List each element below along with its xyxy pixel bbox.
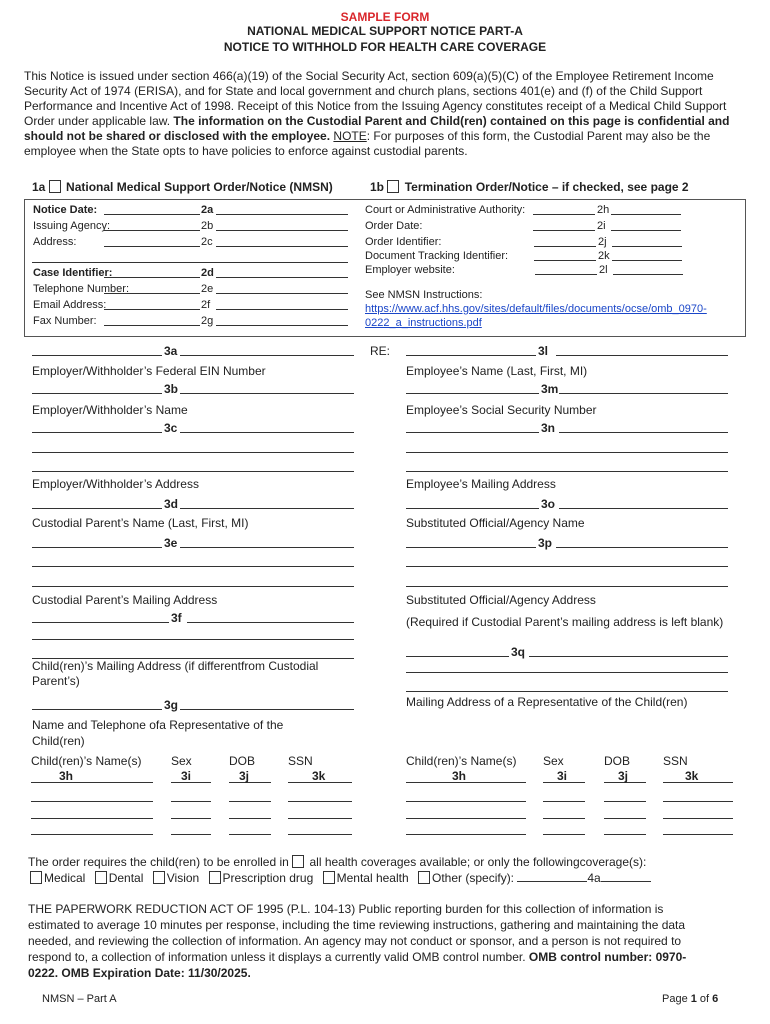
child-field-code: 3h <box>59 769 74 783</box>
field-label: Mailing Address of a Representative of the Child(ren) <box>406 695 688 709</box>
form-title: NATIONAL MEDICAL SUPPORT NOTICE PART-A <box>247 24 523 38</box>
field-underline[interactable] <box>32 709 162 710</box>
box-left-code: 2b <box>201 220 214 232</box>
blank-line[interactable] <box>32 452 354 453</box>
field-underline[interactable] <box>180 508 354 509</box>
field-code: 3b <box>164 382 179 396</box>
child-row-line[interactable] <box>406 834 526 835</box>
field-underline[interactable] <box>556 355 728 356</box>
field-label: Custodial Parent’s Name (Last, First, MI) <box>32 516 249 530</box>
field-code: 3g <box>164 698 179 712</box>
field-label: Employee’s Mailing Address <box>406 477 556 491</box>
child-field-code: 3k <box>312 769 326 783</box>
prescription-label: Prescription drug <box>222 871 314 885</box>
coverage-line: The order requires the child(ren) to be enrolled in all health coverages available; or only the followingcoverage(s): <box>28 855 647 869</box>
checkbox-prescription[interactable] <box>209 871 221 884</box>
field-label: Employee’s Social Security Number <box>406 403 597 417</box>
child-row-line[interactable] <box>288 818 352 819</box>
other-label: Other (specify): <box>432 871 518 885</box>
box-left-underline[interactable] <box>216 230 348 231</box>
box-right-underline[interactable] <box>535 274 597 275</box>
field-underline[interactable] <box>406 432 539 433</box>
child-row-line[interactable] <box>543 801 585 802</box>
field-label: Name and Telephone ofa Representative of the <box>32 718 284 732</box>
field-code: 3f <box>171 611 182 625</box>
box-right-underline[interactable] <box>613 274 683 275</box>
field-label: (Required if Custodial Parent’s mailing address is left blank) <box>406 615 724 629</box>
children-names-header: Child(ren)’s Name(s) <box>406 754 517 768</box>
field-underline[interactable] <box>180 709 354 710</box>
field-underline[interactable] <box>559 508 728 509</box>
child-row-line[interactable] <box>663 818 733 819</box>
field-underline[interactable] <box>556 547 728 548</box>
blank-line[interactable] <box>406 452 728 453</box>
box-left-underline[interactable] <box>216 246 348 247</box>
blank-line[interactable] <box>32 566 354 567</box>
field-label: Child(ren) <box>32 734 85 748</box>
checkbox-1b[interactable] <box>387 180 399 193</box>
box-left-underline[interactable] <box>216 309 348 310</box>
box-right-label: Employer website: <box>365 264 455 276</box>
box-right-code: 2j <box>598 236 607 248</box>
sample-label: SAMPLE FORM <box>340 10 430 24</box>
child-row-line[interactable] <box>604 818 646 819</box>
field-label: Employer/Withholder’s Federal EIN Number <box>32 364 266 378</box>
box-left-code: 2g <box>201 315 214 327</box>
box-left-underline[interactable] <box>104 230 200 231</box>
intro-paragraph: This Notice is issued under section 466(a)(19) of the Social Security Act, section 609(a)(5)(C) of the Employee Retirement Income Security Act of 1974 (ERISA), and for State and local government and church plans, sections 401(e) and (f) of the Child Support Performance and Incentive Act of 1998. Receipt of this Notice from the Issuing Agency constitutes receipt of a Medical Child Support Order under applicable law. The information on the Custodial Parent and Child(ren) contained on this page is confidential and should not be shared or disclosed with the employee. NOTE: For purposes of this form, the Custodial Parent may also be the employee when the State opts to have policies to enforce against custodial parents. <box>24 69 730 158</box>
box-left-underline[interactable] <box>104 246 200 247</box>
field-underline[interactable] <box>32 622 169 623</box>
option-1a[interactable]: 1a National Medical Support Order/Notice (NMSN) <box>32 180 333 194</box>
child-row-line[interactable] <box>31 834 153 835</box>
box-right-label: Document Tracking Identifier: <box>365 250 509 262</box>
blank-line[interactable] <box>406 586 728 587</box>
box-right-code: 2k <box>598 250 610 262</box>
instructions-link[interactable]: https://www.acf.hhs.gov/sites/default/files/documents/ocse/omb_0970- <box>365 303 707 315</box>
instructions-label: See NMSN Instructions: <box>365 289 483 301</box>
box-left-underline[interactable] <box>216 325 348 326</box>
box-left-underline[interactable] <box>104 214 200 215</box>
field-code: 3d <box>164 497 179 511</box>
code-4a: 4a <box>587 871 601 885</box>
sex-header: Sex <box>543 754 564 768</box>
option-1b[interactable]: 1b Termination Order/Notice – if checked, see page 2 <box>370 180 689 194</box>
field-underline[interactable] <box>180 547 354 548</box>
box-left-code: 2f <box>201 299 211 311</box>
child-field-underline[interactable] <box>229 782 271 783</box>
checkbox-dental[interactable] <box>95 871 107 884</box>
child-row-line[interactable] <box>604 834 646 835</box>
child-row-line[interactable] <box>229 801 271 802</box>
field-underline[interactable] <box>32 432 162 433</box>
child-field-code: 3j <box>239 769 250 783</box>
box-left-code: 2a <box>201 204 214 216</box>
field-code: 3c <box>164 421 178 435</box>
box-right-label: Order Date: <box>365 220 423 232</box>
field-underline[interactable] <box>32 508 162 509</box>
ssn-header: SSN <box>663 754 688 768</box>
box-left-underline[interactable] <box>216 277 348 278</box>
box-left-field[interactable]: Issuing Agency: <box>33 220 111 232</box>
box-right-underline[interactable] <box>611 214 681 215</box>
box-left-field[interactable]: Notice Date: <box>33 204 98 216</box>
field-underline[interactable] <box>559 432 728 433</box>
box-left-code: 2d <box>201 267 214 279</box>
box-right-underline[interactable] <box>611 230 681 231</box>
field-underline[interactable] <box>406 393 539 394</box>
child-row-line[interactable] <box>543 834 585 835</box>
field-underline[interactable] <box>406 547 536 548</box>
box-left-underline[interactable] <box>104 277 200 278</box>
field-underline[interactable] <box>180 393 354 394</box>
field-label: Parent’s) <box>32 674 80 688</box>
box-left-code: 2e <box>201 283 214 295</box>
field-underline[interactable] <box>529 656 728 657</box>
field-underline[interactable] <box>180 355 354 356</box>
coverage-options <box>30 871 651 885</box>
child-field-code: 3k <box>685 769 699 783</box>
child-row-line[interactable] <box>229 834 271 835</box>
box-left-field[interactable]: Case Identifier: <box>33 267 113 279</box>
field-underline[interactable] <box>187 622 354 623</box>
blank-line[interactable] <box>406 566 728 567</box>
box-left-field[interactable]: Email Address: <box>33 299 107 311</box>
box-right-underline[interactable] <box>534 246 596 247</box>
box-right-code: 2i <box>597 220 606 232</box>
field-code: 3e <box>164 536 178 550</box>
child-row-line[interactable] <box>604 801 646 802</box>
blank-line[interactable] <box>406 471 728 472</box>
medical-label: Medical <box>44 871 86 885</box>
child-field-code: 3j <box>618 769 629 783</box>
child-row-line[interactable] <box>31 801 153 802</box>
field-code: 3o <box>541 497 556 511</box>
checkbox-mental-health[interactable] <box>323 871 335 884</box>
box-right-underline[interactable] <box>533 230 595 231</box>
field-code: 3m <box>541 382 559 396</box>
blank-line[interactable] <box>406 691 728 692</box>
box-right-code: 2l <box>599 264 608 276</box>
child-row-line[interactable] <box>171 818 211 819</box>
box-right-underline[interactable] <box>534 260 596 261</box>
vision-label: Vision <box>166 871 200 885</box>
box-left-underline[interactable] <box>104 325 200 326</box>
field-underline[interactable] <box>32 355 162 356</box>
child-row-line[interactable] <box>406 818 526 819</box>
field-underline[interactable] <box>406 656 509 657</box>
mental-health-label: Mental health <box>336 871 409 885</box>
instructions-link-cont[interactable]: 0222_a_instructions.pdf <box>365 317 482 329</box>
box-right-underline[interactable] <box>612 246 682 247</box>
blank-line[interactable] <box>406 672 728 673</box>
child-row-line[interactable] <box>229 818 271 819</box>
box-left-field[interactable]: Telephone Number: <box>33 283 130 295</box>
field-underline[interactable] <box>559 393 728 394</box>
child-row-line[interactable] <box>171 834 211 835</box>
box-right-underline[interactable] <box>612 260 682 261</box>
field-underline[interactable] <box>406 355 536 356</box>
checkbox-1a[interactable] <box>49 180 61 193</box>
dob-header: DOB <box>229 754 256 768</box>
field-underline[interactable] <box>406 508 539 509</box>
blank-line[interactable] <box>32 471 354 472</box>
box-right-underline[interactable] <box>533 214 595 215</box>
field-code: 3a <box>164 344 178 358</box>
field-code: 3q <box>511 645 526 659</box>
child-row-line[interactable] <box>543 818 585 819</box>
field-underline[interactable] <box>32 393 162 394</box>
child-row-line[interactable] <box>663 801 733 802</box>
field-code: 3p <box>538 536 553 550</box>
child-row-line[interactable] <box>406 801 526 802</box>
paperwork-reduction-act: THE PAPERWORK REDUCTION ACT OF 1995 (P.L. 104-13) Public reporting burden for this collection of information is estimated to average 10 minutes per response, including the time reviewing instructions, gathering and maintaining the data needed, and reviewing the collection of information. An agency may not conduct or sponsor, and a person is not required to respond to, a collection of information unless it displays a currently valid OMB control number. OMB control number: 0970-0222. OMB Expiration Date: 11/30/2025. <box>28 902 687 980</box>
dental-label: Dental <box>108 871 144 885</box>
field-label: Employer/Withholder’s Name <box>32 403 188 417</box>
child-row-line[interactable] <box>663 834 733 835</box>
field-label: Substituted Official/Agency Name <box>406 516 585 530</box>
box-left-underline[interactable] <box>216 214 348 215</box>
box-left-underline[interactable] <box>104 293 200 294</box>
child-field-code: 3h <box>452 769 467 783</box>
child-row-line[interactable] <box>171 801 211 802</box>
footer-form-name: NMSN – Part A <box>42 993 117 1005</box>
box-left-underline[interactable] <box>216 293 348 294</box>
child-row-line[interactable] <box>288 801 352 802</box>
blank-line[interactable] <box>32 639 354 640</box>
field-label: Substituted Official/Agency Address <box>406 593 596 607</box>
box-left-code: 2c <box>201 236 213 248</box>
checkbox-vision[interactable] <box>153 871 165 884</box>
field-code: 3n <box>541 421 556 435</box>
box-right-label: Order Identifier: <box>365 236 442 248</box>
sex-header: Sex <box>171 754 192 768</box>
field-label: Custodial Parent’s Mailing Address <box>32 593 218 607</box>
box-left-field[interactable]: Fax Number: <box>33 315 97 327</box>
field-label: Employer/Withholder’s Address <box>32 477 199 491</box>
re-label: RE: <box>370 344 391 358</box>
checkbox-medical[interactable] <box>30 871 42 884</box>
child-field-code: 3i <box>557 769 568 783</box>
blank-line[interactable] <box>32 586 354 587</box>
dob-header: DOB <box>604 754 631 768</box>
box-left-underline[interactable] <box>104 309 200 310</box>
box-left-field[interactable]: Address: <box>33 236 77 248</box>
form-subtitle: NOTICE TO WITHHOLD FOR HEALTH CARE COVERAGE <box>223 40 547 54</box>
box-left-blank-line[interactable] <box>32 262 348 263</box>
child-field-code: 3i <box>181 769 192 783</box>
field-label: Employee’s Name (Last, First, MI) <box>406 364 588 378</box>
field-code: 3l <box>538 344 549 358</box>
box-right-code: 2h <box>597 204 610 216</box>
field-underline[interactable] <box>32 547 162 548</box>
child-field-underline[interactable] <box>31 782 153 783</box>
other-field-cont[interactable] <box>601 881 651 882</box>
ssn-header: SSN <box>288 754 313 768</box>
child-row-line[interactable] <box>288 834 352 835</box>
checkbox-all-coverage[interactable] <box>292 855 304 868</box>
field-underline[interactable] <box>180 432 354 433</box>
children-names-header: Child(ren)’s Name(s) <box>31 754 142 768</box>
checkbox-other[interactable] <box>418 871 430 884</box>
page-number: Page 1 of 6 <box>662 993 719 1005</box>
other-field[interactable] <box>517 881 587 882</box>
field-label: Child(ren)’s Mailing Address (if differentfrom Custodial <box>32 659 319 673</box>
child-row-line[interactable] <box>31 818 153 819</box>
box-right-label: Court or Administrative Authority: <box>365 204 526 216</box>
